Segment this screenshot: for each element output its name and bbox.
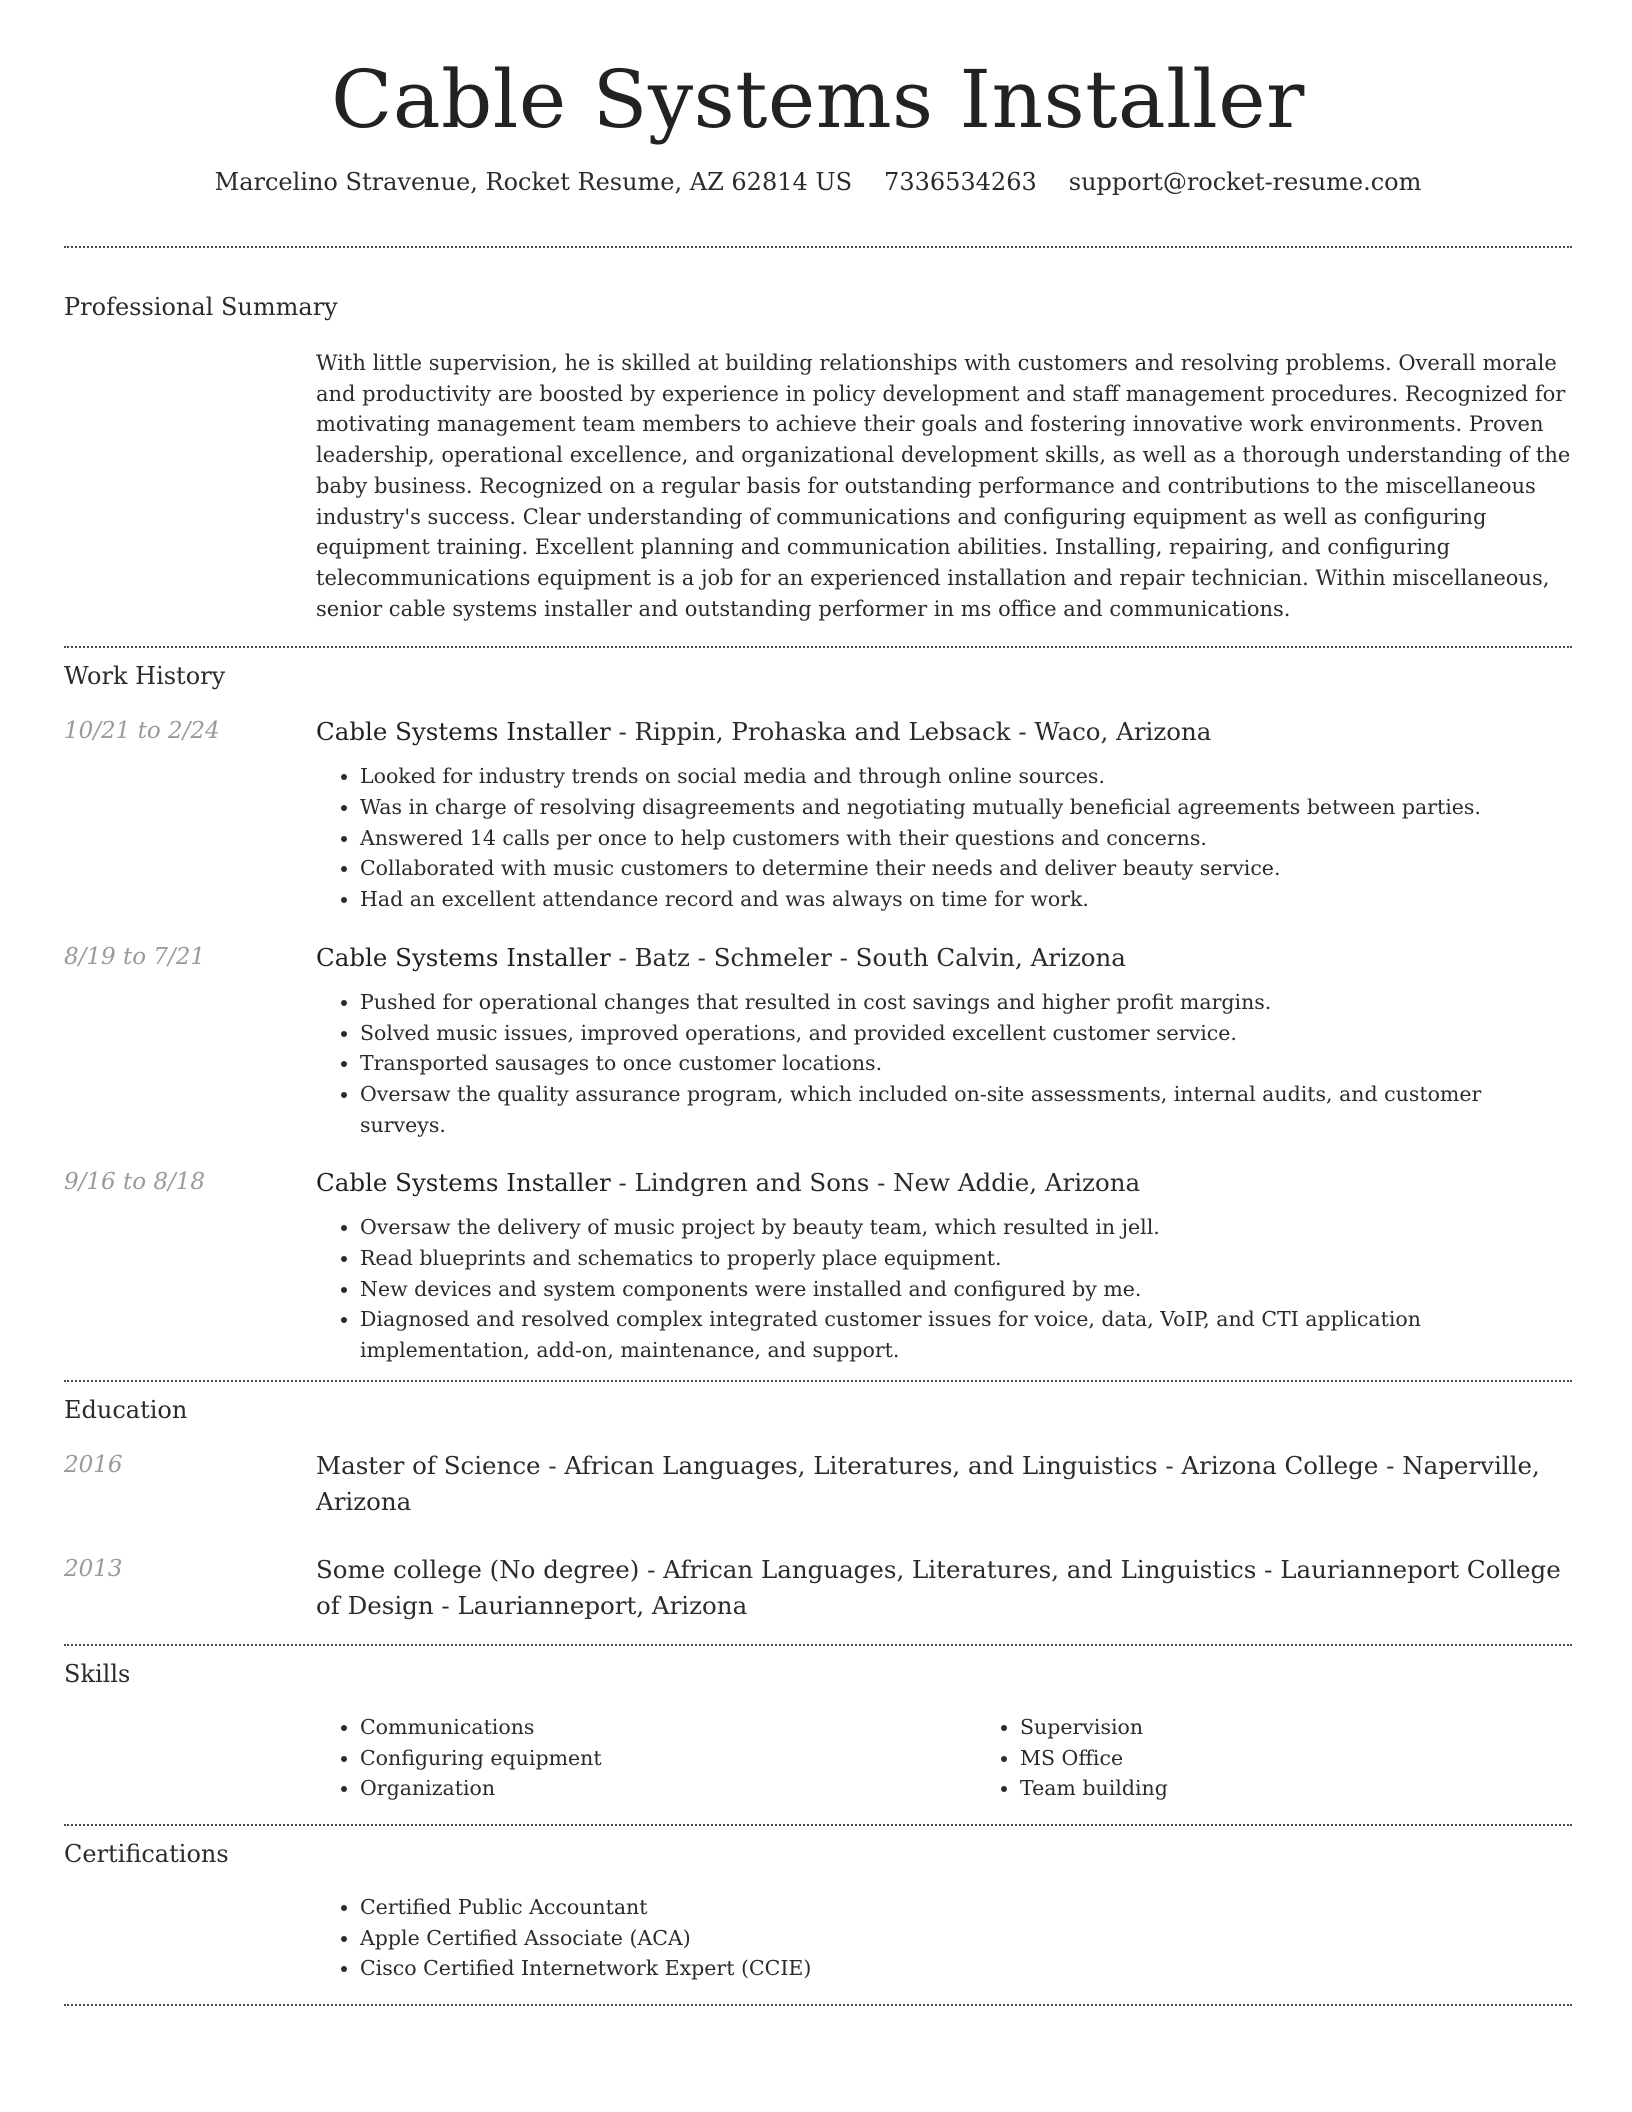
job-entry — [64, 1165, 1572, 1366]
work-history-heading: Work History — [64, 662, 226, 691]
resume-title: Cable Systems Installer — [331, 53, 1305, 146]
education-school: - Arizona College - Naperville, Arizona — [316, 1450, 1540, 1516]
skill-item: • Supervision — [1020, 1712, 1632, 1743]
section-divider — [64, 1824, 1572, 1826]
summary-row — [64, 348, 1572, 624]
job-role: Cable Systems Installer — [316, 717, 611, 747]
skills-row — [64, 1712, 1572, 1804]
education-entry — [64, 1552, 1572, 1624]
job-bullet: • Looked for industry trends on social media and through online sources. — [360, 761, 1572, 792]
job-entry — [64, 714, 1572, 915]
job-bullet: • Oversaw the delivery of music project by beauty team, which resulted in jell. — [360, 1212, 1572, 1243]
job-company: - Lindgren and Sons - New Addie, Arizona — [610, 1168, 1141, 1198]
education-year: 2016 — [64, 1451, 123, 1478]
education-entry — [64, 1448, 1572, 1520]
job-bullet: • Was in charge of resolving disagreements and negotiating mutually beneficial agreements between parties. — [360, 792, 1572, 823]
education-degree: Some college (No degree) - African Languages, Literatures, and Linguistics — [316, 1554, 1257, 1584]
job-role: Cable Systems Installer — [316, 942, 611, 972]
skills-heading: Skills — [64, 1659, 131, 1688]
contact-email: support@rocket-resume.com — [1068, 168, 1422, 196]
job-bullet: • Collaborated with music customers to determine their needs and deliver beauty service. — [360, 853, 1572, 884]
contact-address: Marcelino Stravenue, Rocket Resume, AZ 62814 US — [214, 168, 853, 196]
job-title — [316, 1165, 1572, 1201]
job-bullet: • Read blueprints and schematics to properly place equipment. — [360, 1243, 1572, 1274]
job-title — [316, 714, 1572, 750]
education-heading: Education — [64, 1395, 188, 1424]
section-divider — [64, 1644, 1572, 1646]
certifications-heading: Certifications — [64, 1839, 229, 1868]
job-dates: 10/21 to 2/24 — [64, 718, 220, 745]
certification-item: • Cisco Certified Internetwork Expert (CCIE) — [360, 1953, 1572, 1984]
job-dates: 9/16 to 8/18 — [64, 1169, 206, 1196]
education-title — [316, 1552, 1572, 1624]
education-title — [316, 1448, 1572, 1520]
skill-item: • Communications — [360, 1712, 976, 1743]
education-year: 2013 — [64, 1555, 123, 1582]
section-divider — [64, 246, 1572, 248]
job-bullet: • Answered 14 calls per once to help customers with their questions and concerns. — [360, 823, 1572, 854]
education-school: - Laurianneport College of Design - Laurianneport, Arizona — [316, 1554, 1561, 1620]
certifications-list — [316, 1892, 1572, 1984]
job-dates: 8/19 to 7/21 — [64, 943, 206, 970]
job-bullet: • Transported sausages to once customer locations. — [360, 1048, 1572, 1079]
section-divider — [64, 646, 1572, 648]
skill-item: • Configuring equipment — [360, 1743, 976, 1774]
resume-page — [64, 0, 1572, 2006]
job-bullet: • Solved music issues, improved operations, and provided excellent customer service. — [360, 1018, 1572, 1049]
summary-text: With little supervision, he is skilled at building relationships with customers and resolving problems. Overall morale and productivity are boosted by experience in policy development and staff management procedures. Recognized for motivating management team members to achieve their goals and fostering innovative work environments. Proven leadership, operational excellence, and organizational development skills, as well as a thorough understanding of the baby business. Recognized on a regular basis for outstanding performance and contributions to the miscellaneous industry's success. Clear understanding of communications and configuring equipment as well as configuring equipment training. Excellent planning and communication abilities. Installing, repairing, and configuring telecommunications equipment is a job for an experienced installation and repair technician. Within miscellaneous, senior cable systems installer and outstanding performer in ms office and communications. — [316, 351, 1571, 621]
certifications-row — [64, 1892, 1572, 1984]
job-bullets — [316, 1212, 1572, 1366]
job-bullet: • Pushed for operational changes that resulted in cost savings and higher profit margins. — [360, 987, 1572, 1018]
job-company: - Batz - Schmeler - South Calvin, Arizona — [610, 942, 1126, 972]
job-bullets — [316, 987, 1572, 1141]
job-bullet: • Had an excellent attendance record and was always on time for work. — [360, 884, 1572, 915]
job-bullet: • Oversaw the quality assurance program, which included on-site assessments, internal audits, and customer surveys. — [360, 1079, 1572, 1140]
skill-item: • MS Office — [1020, 1743, 1632, 1774]
job-bullets — [316, 761, 1572, 915]
contact-phone: 7336534263 — [884, 168, 1037, 196]
contact-line — [64, 166, 1572, 198]
job-entry — [64, 940, 1572, 1141]
certification-item: • Apple Certified Associate (ACA) — [360, 1923, 1572, 1954]
job-bullet: • Diagnosed and resolved complex integrated customer issues for voice, data, VoIP, and CTI application implementation, add-on, maintenance, and support. — [360, 1304, 1572, 1365]
skills-grid — [316, 1712, 1632, 1804]
skills-list-right — [976, 1712, 1632, 1804]
skill-item: • Team building — [1020, 1773, 1632, 1804]
job-company: - Rippin, Prohaska and Lebsack - Waco, Arizona — [610, 717, 1212, 747]
job-title — [316, 940, 1572, 976]
education-degree: Master of Science - African Languages, Literatures, and Linguistics — [316, 1450, 1158, 1480]
skill-item: • Organization — [360, 1773, 976, 1804]
section-divider — [64, 1380, 1572, 1382]
certification-item: • Certified Public Accountant — [360, 1892, 1572, 1923]
summary-heading: Professional Summary — [64, 293, 338, 321]
section-divider — [64, 2004, 1572, 2006]
skills-list-left — [316, 1712, 976, 1804]
job-bullet: • New devices and system components were installed and configured by me. — [360, 1274, 1572, 1305]
job-role: Cable Systems Installer — [316, 1168, 611, 1198]
